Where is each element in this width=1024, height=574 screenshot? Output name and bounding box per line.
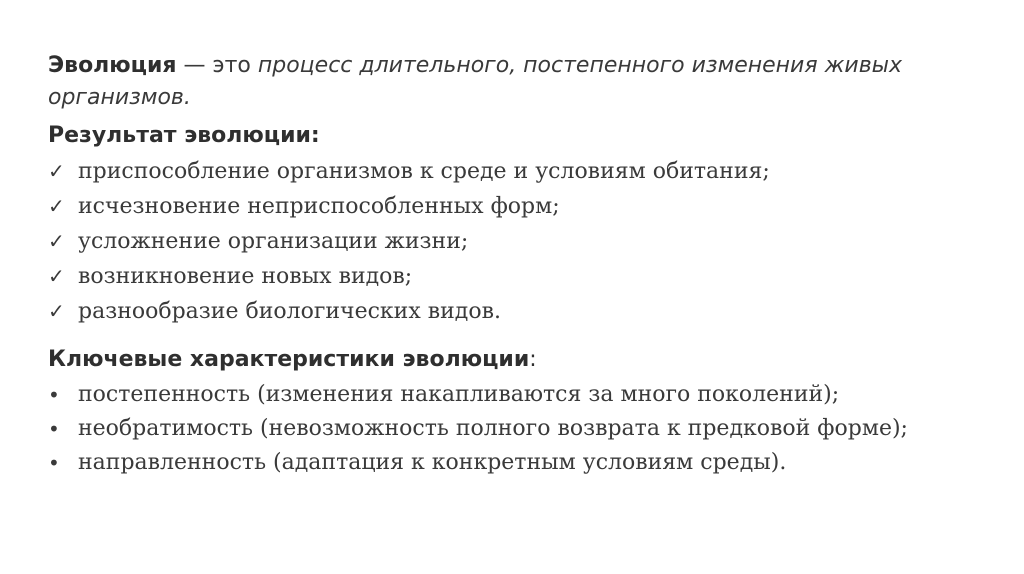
characteristic-item-text: необратимость (невозможность полного возврата к предковой форме);: [78, 416, 908, 441]
bullet-icon: •: [48, 451, 60, 475]
bullet-icon: •: [48, 383, 60, 407]
check-icon: ✓: [48, 299, 65, 323]
result-item-text: возникновение новых видов;: [78, 264, 413, 289]
definition-paragraph: [48, 50, 948, 114]
list-item: [48, 412, 948, 446]
check-icon: ✓: [48, 229, 65, 253]
definition-connector: — это: [176, 53, 258, 78]
characteristic-item-text: направленность (адаптация к конкретным условиям среды).: [78, 450, 787, 475]
check-icon: ✓: [48, 194, 65, 218]
characteristics-title: [48, 344, 537, 376]
bullet-icon: •: [48, 417, 60, 441]
list-item: [48, 446, 948, 480]
list-item: [48, 259, 770, 294]
result-item-text: усложнение организации жизни;: [78, 229, 469, 254]
characteristic-item-text: постепенность (изменения накапливаются за много поколений);: [78, 382, 840, 407]
check-icon: ✓: [48, 159, 65, 183]
definition-text: процесс длительного, постепенного изменения живых организмов.: [48, 53, 903, 110]
definition-term: Эволюция: [48, 53, 177, 78]
characteristics-title-text: Ключевые характеристики эволюции: [48, 347, 530, 372]
list-item: [48, 378, 948, 412]
results-list: [48, 154, 770, 329]
list-item: [48, 189, 770, 224]
characteristics-list: [48, 378, 948, 480]
list-item: [48, 154, 770, 189]
check-icon: ✓: [48, 264, 65, 288]
list-item: [48, 294, 770, 329]
result-item-text: приспособление организмов к среде и условиям обитания;: [78, 159, 770, 184]
result-item-text: разнообразие биологических видов.: [78, 299, 501, 324]
list-item: [48, 224, 770, 259]
characteristics-title-colon: :: [529, 347, 537, 372]
results-title: Результат эволюции:: [48, 123, 320, 148]
result-item-text: исчезновение неприспособленных форм;: [78, 194, 560, 219]
